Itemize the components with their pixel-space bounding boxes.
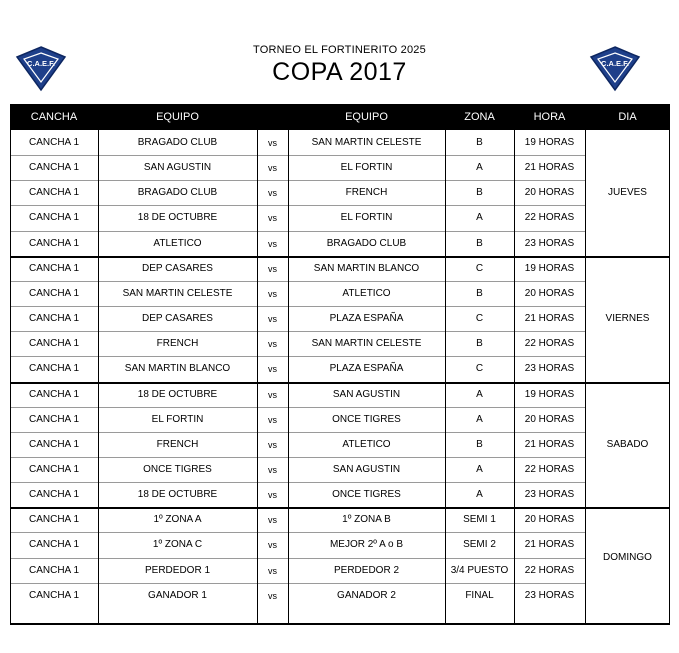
cell-cancha: CANCHA 1 xyxy=(28,463,79,475)
row-divider xyxy=(10,306,585,307)
page-title: COPA 2017 xyxy=(272,58,407,86)
cell-zona: C xyxy=(475,262,484,274)
cell-cancha: CANCHA 1 xyxy=(28,338,79,350)
cell-zona: FINAL xyxy=(465,589,494,601)
column-header-zona: ZONA xyxy=(464,111,495,123)
cell-equipo-local: DEP CASARES xyxy=(142,313,213,325)
day-label: JUEVES xyxy=(608,187,647,198)
day-label: SABADO xyxy=(606,439,649,450)
cell-versus: vs xyxy=(268,288,277,299)
row-divider xyxy=(10,407,585,408)
cell-hora: 21 HORAS xyxy=(524,313,575,325)
table-bottom-border xyxy=(10,623,670,625)
cell-versus: vs xyxy=(268,590,277,601)
column-divider xyxy=(257,130,258,624)
cell-equipo-visitante: EL FORTIN xyxy=(340,212,393,224)
cell-equipo-visitante: PLAZA ESPAÑA xyxy=(329,313,404,325)
cell-equipo-local: FRENCH xyxy=(156,338,199,350)
cell-zona: C xyxy=(475,363,484,375)
cell-versus: vs xyxy=(268,238,277,249)
cell-cancha: CANCHA 1 xyxy=(28,212,79,224)
row-divider xyxy=(10,457,585,458)
cell-zona: SEMI 2 xyxy=(463,539,496,551)
cell-versus: vs xyxy=(268,414,277,425)
cell-cancha: CANCHA 1 xyxy=(28,162,79,174)
cell-equipo-visitante: PLAZA ESPAÑA xyxy=(329,363,404,375)
cell-zona: B xyxy=(476,187,483,199)
cell-equipo-visitante: ATLETICO xyxy=(342,438,391,450)
column-divider xyxy=(98,130,99,624)
cell-equipo-local: BRAGADO CLUB xyxy=(137,137,218,148)
cell-zona: B xyxy=(476,237,483,249)
cell-hora: 20 HORAS xyxy=(524,413,575,425)
cell-zona: C xyxy=(475,313,484,325)
cell-hora: 19 HORAS xyxy=(524,137,575,148)
fixture-table xyxy=(10,104,670,624)
tournament-subtitle: TORNEO EL FORTINERITO 2025 xyxy=(253,44,426,56)
cell-zona: B xyxy=(476,338,483,350)
cell-hora: 22 HORAS xyxy=(524,564,575,576)
cell-equipo-visitante: SAN AGUSTIN xyxy=(332,463,401,475)
cell-equipo-visitante: SAN MARTIN BLANCO xyxy=(313,262,420,274)
cell-zona: 3/4 PUESTO xyxy=(450,564,509,576)
cell-equipo-local: 18 DE OCTUBRE xyxy=(137,489,218,501)
cell-zona: A xyxy=(476,489,483,501)
cell-equipo-visitante: EL FORTIN xyxy=(340,162,393,174)
cell-equipo-local: ONCE TIGRES xyxy=(143,463,212,475)
day-group-divider xyxy=(10,507,670,509)
column-divider xyxy=(445,130,446,624)
cell-cancha: CANCHA 1 xyxy=(28,137,79,148)
cell-hora: 21 HORAS xyxy=(524,539,575,551)
cell-hora: 23 HORAS xyxy=(524,237,575,249)
cell-versus: vs xyxy=(268,188,277,199)
cell-zona: B xyxy=(476,438,483,450)
cell-hora: 22 HORAS xyxy=(524,212,575,224)
cell-versus: vs xyxy=(268,213,277,224)
cell-versus: vs xyxy=(268,138,277,148)
column-divider xyxy=(288,130,289,624)
cell-hora: 23 HORAS xyxy=(524,363,575,375)
row-divider xyxy=(10,180,585,181)
cell-equipo-visitante: GANADOR 2 xyxy=(337,589,396,601)
cell-cancha: CANCHA 1 xyxy=(28,187,79,199)
cell-equipo-visitante: ONCE TIGRES xyxy=(332,489,401,501)
cell-equipo-local: PERDEDOR 1 xyxy=(144,564,210,576)
cell-zona: A xyxy=(476,162,483,174)
cell-hora: 20 HORAS xyxy=(524,187,575,199)
cell-cancha: CANCHA 1 xyxy=(28,514,79,526)
cell-versus: vs xyxy=(268,339,277,350)
row-divider xyxy=(10,231,585,232)
cell-equipo-local: 1º ZONA A xyxy=(153,514,202,526)
cell-equipo-local: SAN MARTIN BLANCO xyxy=(124,363,231,375)
cell-versus: vs xyxy=(268,540,277,551)
cell-cancha: CANCHA 1 xyxy=(28,287,79,299)
row-divider xyxy=(10,482,585,483)
cell-hora: 19 HORAS xyxy=(524,388,575,400)
cell-cancha: CANCHA 1 xyxy=(28,539,79,551)
cell-zona: B xyxy=(476,137,483,148)
row-divider xyxy=(10,532,585,533)
cell-zona: A xyxy=(476,463,483,475)
row-divider xyxy=(10,155,585,156)
cell-versus: vs xyxy=(268,565,277,576)
cell-versus: vs xyxy=(268,163,277,174)
cell-hora: 23 HORAS xyxy=(524,489,575,501)
day-group-divider xyxy=(10,382,670,384)
cell-cancha: CANCHA 1 xyxy=(28,564,79,576)
row-divider xyxy=(10,558,585,559)
table-header xyxy=(10,104,670,130)
cell-cancha: CANCHA 1 xyxy=(28,363,79,375)
cell-versus: vs xyxy=(268,389,277,400)
cell-equipo-visitante: BRAGADO CLUB xyxy=(326,237,407,249)
cell-cancha: CANCHA 1 xyxy=(28,589,79,601)
cell-versus: vs xyxy=(268,263,277,274)
cell-zona: B xyxy=(476,287,483,299)
column-divider xyxy=(669,130,670,624)
column-divider xyxy=(10,130,11,624)
svg-text:C.A.E.F.: C.A.E.F. xyxy=(27,59,55,68)
cell-equipo-visitante: ATLETICO xyxy=(342,287,391,299)
cell-equipo-visitante: MEJOR 2º A o B xyxy=(329,539,404,551)
column-header-hora: HORA xyxy=(533,111,566,123)
cell-zona: A xyxy=(476,212,483,224)
cell-versus: vs xyxy=(268,439,277,450)
column-header-cancha: CANCHA xyxy=(30,111,78,123)
day-label: VIERNES xyxy=(605,313,650,324)
cell-zona: A xyxy=(476,388,483,400)
cell-equipo-local: SAN AGUSTIN xyxy=(143,162,212,174)
day-group-divider xyxy=(10,256,670,258)
cell-equipo-local: 18 DE OCTUBRE xyxy=(137,212,218,224)
cell-equipo-local: 18 DE OCTUBRE xyxy=(137,388,218,400)
column-header-versus xyxy=(257,104,288,130)
cell-cancha: CANCHA 1 xyxy=(28,413,79,425)
cell-equipo-local: DEP CASARES xyxy=(142,262,213,274)
cell-zona: SEMI 1 xyxy=(463,514,496,526)
column-divider xyxy=(514,130,515,624)
cell-equipo-local: SAN MARTIN CELESTE xyxy=(122,287,233,299)
cell-cancha: CANCHA 1 xyxy=(28,489,79,501)
day-label: DOMINGO xyxy=(603,552,652,563)
cell-versus: vs xyxy=(268,314,277,325)
cell-hora: 22 HORAS xyxy=(524,463,575,475)
cell-hora: 19 HORAS xyxy=(524,262,575,274)
cell-equipo-local: EL FORTIN xyxy=(151,413,204,425)
cell-equipo-local: BRAGADO CLUB xyxy=(137,187,218,199)
cell-equipo-local: ATLETICO xyxy=(153,237,202,249)
cell-equipo-visitante: PERDEDOR 2 xyxy=(333,564,399,576)
cell-equipo-visitante: SAN AGUSTIN xyxy=(332,388,401,400)
row-divider xyxy=(10,432,585,433)
row-divider xyxy=(10,356,585,357)
row-divider xyxy=(10,331,585,332)
cell-equipo-visitante: SAN MARTIN CELESTE xyxy=(311,137,422,148)
column-header-dia: DIA xyxy=(618,111,637,123)
cell-cancha: CANCHA 1 xyxy=(28,438,79,450)
cell-equipo-local: 1º ZONA C xyxy=(152,539,203,551)
cell-hora: 20 HORAS xyxy=(524,514,575,526)
cell-hora: 20 HORAS xyxy=(524,287,575,299)
cell-equipo-visitante: 1º ZONA B xyxy=(342,514,391,526)
cell-versus: vs xyxy=(268,515,277,526)
cell-equipo-visitante: ONCE TIGRES xyxy=(332,413,401,425)
column-header-equipo-visitante: EQUIPO xyxy=(345,111,388,123)
column-divider xyxy=(585,130,586,624)
cell-equipo-visitante: FRENCH xyxy=(345,187,388,199)
cell-equipo-local: GANADOR 1 xyxy=(148,589,207,601)
cell-equipo-visitante: SAN MARTIN CELESTE xyxy=(311,338,422,350)
column-header-equipo-local: EQUIPO xyxy=(156,111,199,123)
cell-versus: vs xyxy=(268,490,277,501)
row-divider xyxy=(10,205,585,206)
cell-hora: 22 HORAS xyxy=(524,338,575,350)
cell-zona: A xyxy=(476,413,483,425)
cell-cancha: CANCHA 1 xyxy=(28,237,79,249)
cell-cancha: CANCHA 1 xyxy=(28,388,79,400)
svg-text:C.A.E.F.: C.A.E.F. xyxy=(601,59,629,68)
cell-cancha: CANCHA 1 xyxy=(28,262,79,274)
cell-versus: vs xyxy=(268,464,277,475)
cell-versus: vs xyxy=(268,364,277,375)
cell-equipo-local: FRENCH xyxy=(156,438,199,450)
cell-hora: 21 HORAS xyxy=(524,438,575,450)
cell-cancha: CANCHA 1 xyxy=(28,313,79,325)
row-divider xyxy=(10,281,585,282)
cell-hora: 23 HORAS xyxy=(524,589,575,601)
cell-hora: 21 HORAS xyxy=(524,162,575,174)
row-divider xyxy=(10,583,585,584)
